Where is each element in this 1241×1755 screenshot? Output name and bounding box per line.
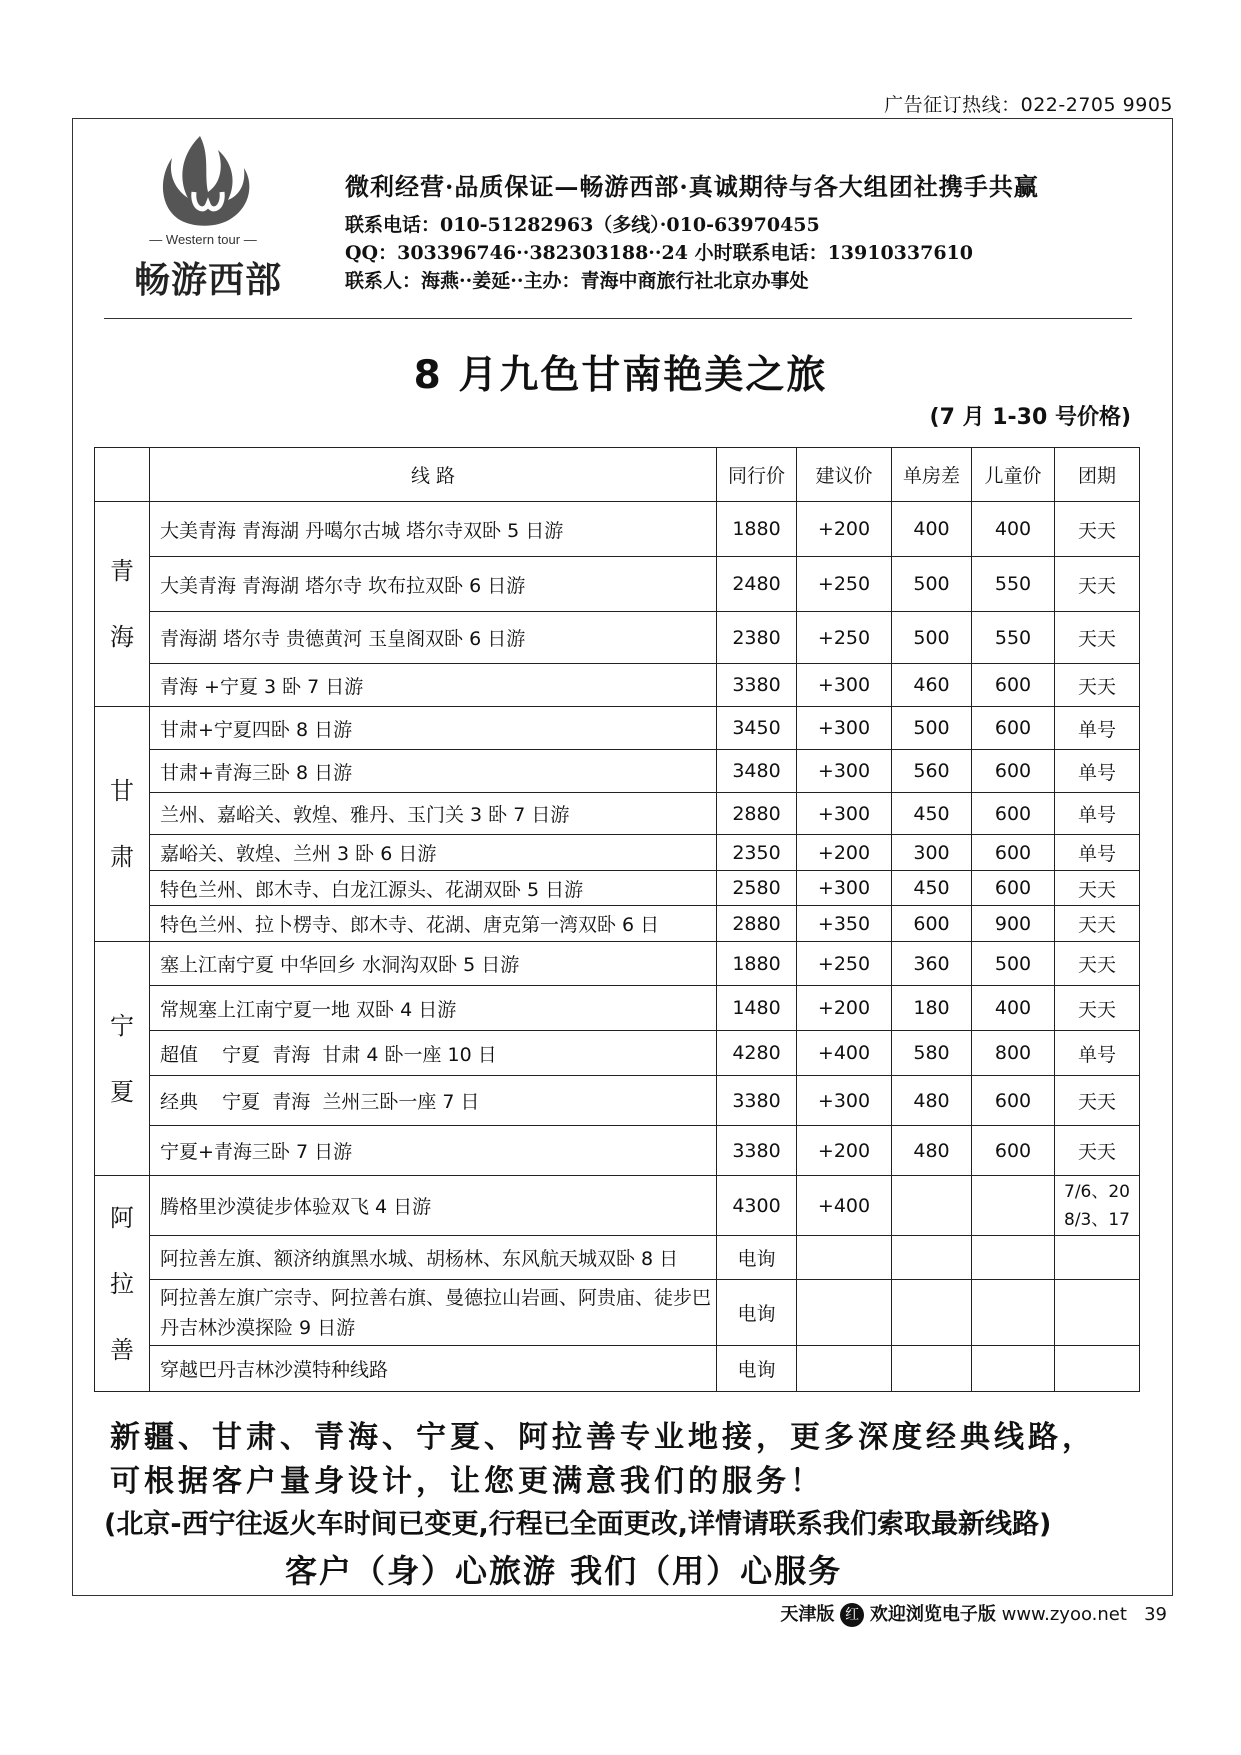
table-row [95, 793, 1140, 835]
child-price: 600 [972, 1126, 1055, 1176]
peer-price: 电询 [717, 1236, 797, 1280]
header-single-supplement: 单房差 [892, 448, 972, 502]
contact-phone: 联系电话：010-51282963（多线）·010-63970455 [345, 214, 820, 236]
table-row [95, 1346, 1140, 1392]
single-supplement: 500 [892, 557, 972, 612]
child-price: 400 [972, 502, 1055, 557]
suggested-price: +400 [797, 1176, 892, 1236]
page-footer [780, 1600, 1167, 1627]
table-row [95, 1031, 1140, 1076]
route-name: 腾格里沙漠徒步体验双飞 4 日游 [150, 1176, 717, 1236]
region-label: 甘 肃 [110, 777, 134, 871]
table-row [95, 750, 1140, 793]
child-price: 550 [972, 612, 1055, 664]
page-number: 39 [1144, 1604, 1167, 1625]
child-price: 400 [972, 986, 1055, 1031]
header-departure: 团期 [1055, 448, 1140, 502]
child-price: 600 [972, 707, 1055, 750]
single-supplement: 480 [892, 1076, 972, 1126]
contact-qq: QQ：303396746··382303188··24 小时联系电话：13910337610 [345, 242, 974, 264]
edition-label: 天津版 [780, 1604, 835, 1625]
table-row [95, 835, 1140, 871]
single-supplement: 300 [892, 835, 972, 871]
suggested-price: +250 [797, 612, 892, 664]
single-supplement [892, 1346, 972, 1392]
suggested-price: +300 [797, 871, 892, 906]
route-name: 穿越巴丹吉林沙漠特种线路 [150, 1346, 717, 1392]
route-name: 大美青海 青海湖 塔尔寺 坎布拉双卧 6 日游 [150, 557, 717, 612]
suggested-price: +300 [797, 793, 892, 835]
table-row [95, 1126, 1140, 1176]
single-supplement: 360 [892, 942, 972, 986]
route-name: 甘肃+宁夏四卧 8 日游 [150, 707, 717, 750]
suggested-price: +400 [797, 1031, 892, 1076]
table-row [95, 871, 1140, 906]
table-row [95, 1076, 1140, 1126]
footer-line-2: 可根据客户量身设计，让您更满意我们的服务！ [110, 1464, 824, 1499]
child-price: 600 [972, 793, 1055, 835]
child-price: 550 [972, 557, 1055, 612]
peer-price: 1880 [717, 502, 797, 557]
child-price [972, 1346, 1055, 1392]
suggested-price [797, 1346, 892, 1392]
single-supplement: 400 [892, 502, 972, 557]
single-supplement [892, 1176, 972, 1236]
peer-price: 3380 [717, 1126, 797, 1176]
route-name: 阿拉善左旗、额济纳旗黑水城、胡杨林、东风航天城双卧 8 日 [150, 1236, 717, 1280]
header-route: 线 路 [150, 448, 717, 502]
departure: 天天 [1055, 871, 1140, 906]
route-name: 特色兰州、郎木寺、白龙江源头、花湖双卧 5 日游 [150, 871, 717, 906]
peer-price: 1480 [717, 986, 797, 1031]
departure: 单号 [1055, 793, 1140, 835]
suggested-price: +200 [797, 986, 892, 1031]
departure [1055, 1346, 1140, 1392]
table-row [95, 1280, 1140, 1346]
departure: 天天 [1055, 502, 1140, 557]
single-supplement: 500 [892, 612, 972, 664]
peer-price: 2380 [717, 612, 797, 664]
site-url[interactable]: www.zyoo.net [1001, 1604, 1127, 1625]
region-qinghai [95, 502, 150, 707]
single-supplement: 560 [892, 750, 972, 793]
suggested-price: +300 [797, 750, 892, 793]
departure: 7/6、20 8/3、17 [1055, 1176, 1140, 1236]
departure: 天天 [1055, 986, 1140, 1031]
departure: 天天 [1055, 612, 1140, 664]
table-row [95, 1176, 1140, 1236]
single-supplement: 450 [892, 793, 972, 835]
departure [1055, 1280, 1140, 1346]
header-suggested-price: 建议价 [797, 448, 892, 502]
table-row [95, 664, 1140, 707]
departure: 天天 [1055, 557, 1140, 612]
child-price: 900 [972, 906, 1055, 942]
table-row [95, 502, 1140, 557]
departure: 天天 [1055, 942, 1140, 986]
footer-tagline: 客户（身）心旅游 我们（用）心服务 [285, 1552, 843, 1590]
peer-price: 1880 [717, 942, 797, 986]
suggested-price: +300 [797, 664, 892, 707]
table-header-row [95, 448, 1140, 502]
peer-price: 3380 [717, 1076, 797, 1126]
ad-hotline: 广告征订热线：022-2705 9905 [884, 94, 1173, 116]
departure: 天天 [1055, 906, 1140, 942]
departure: 单号 [1055, 707, 1140, 750]
suggested-price: +250 [797, 942, 892, 986]
page-title: 8 月九色甘南艳美之旅 [413, 353, 828, 398]
company-logo [108, 128, 330, 301]
suggested-price: +350 [797, 906, 892, 942]
child-price [972, 1280, 1055, 1346]
footer-notice: (北京-西宁往返火车时间已变更,行程已全面更改,详情请联系我们索取最新线路) [104, 1509, 1052, 1540]
table-row [95, 986, 1140, 1031]
table-row [95, 707, 1140, 750]
departure: 单号 [1055, 750, 1140, 793]
route-name: 塞上江南宁夏 中华回乡 水洞沟双卧 5 日游 [150, 942, 717, 986]
peer-price: 2350 [717, 835, 797, 871]
suggested-price: +200 [797, 1126, 892, 1176]
flame-logo-icon [108, 128, 308, 238]
route-name: 青海 +宁夏 3 卧 7 日游 [150, 664, 717, 707]
child-price [972, 1236, 1055, 1280]
peer-price: 2580 [717, 871, 797, 906]
departure [1055, 1236, 1140, 1280]
table-row [95, 906, 1140, 942]
single-supplement: 480 [892, 1126, 972, 1176]
header-child-price: 儿童价 [972, 448, 1055, 502]
departure: 天天 [1055, 1076, 1140, 1126]
route-name: 嘉峪关、敦煌、兰州 3 卧 6 日游 [150, 835, 717, 871]
single-supplement: 580 [892, 1031, 972, 1076]
route-name: 甘肃+青海三卧 8 日游 [150, 750, 717, 793]
peer-price: 2880 [717, 793, 797, 835]
peer-price: 2880 [717, 906, 797, 942]
route-name: 经典 宁夏 青海 兰州三卧一座 7 日 [150, 1076, 717, 1126]
departure: 单号 [1055, 835, 1140, 871]
logo-english: — Western tour — [149, 232, 257, 247]
child-price: 500 [972, 942, 1055, 986]
browse-text: 欢迎浏览电子版 [869, 1604, 996, 1625]
suggested-price: +200 [797, 835, 892, 871]
header-divider [104, 318, 1132, 319]
logo-chinese: 畅游西部 [133, 259, 282, 301]
header-corner [95, 448, 150, 502]
single-supplement: 600 [892, 906, 972, 942]
peer-price: 2480 [717, 557, 797, 612]
header-peer-price: 同行价 [717, 448, 797, 502]
child-price: 600 [972, 1076, 1055, 1126]
suggested-price: +300 [797, 1076, 892, 1126]
route-name: 兰州、嘉峪关、敦煌、雅丹、玉门关 3 卧 7 日游 [150, 793, 717, 835]
route-name: 超值 宁夏 青海 甘肃 4 卧一座 10 日 [150, 1031, 717, 1076]
route-name: 特色兰州、拉卜楞寺、郎木寺、花湖、唐克第一湾双卧 6 日 [150, 906, 717, 942]
departure: 天天 [1055, 664, 1140, 707]
peer-price: 电询 [717, 1280, 797, 1346]
single-supplement: 500 [892, 707, 972, 750]
peer-price: 3480 [717, 750, 797, 793]
suggested-price: +200 [797, 502, 892, 557]
single-supplement [892, 1280, 972, 1346]
table-row [95, 1236, 1140, 1280]
peer-price: 4280 [717, 1031, 797, 1076]
region-gansu [95, 707, 150, 942]
child-price: 600 [972, 750, 1055, 793]
child-price [972, 1176, 1055, 1236]
suggested-price [797, 1236, 892, 1280]
peer-price: 4300 [717, 1176, 797, 1236]
child-price: 800 [972, 1031, 1055, 1076]
peer-price: 3450 [717, 707, 797, 750]
region-alxa [95, 1176, 150, 1392]
suggested-price: +250 [797, 557, 892, 612]
logo-english-text: Western tour [165, 232, 241, 247]
single-supplement [892, 1236, 972, 1280]
table-row [95, 942, 1140, 986]
contact-persons: 联系人：海燕··姜延··主办：青海中商旅行社北京办事处 [345, 270, 809, 292]
route-name: 宁夏+青海三卧 7 日游 [150, 1126, 717, 1176]
table-row [95, 557, 1140, 612]
table-row [95, 612, 1140, 664]
child-price: 600 [972, 871, 1055, 906]
company-slogan: 微利经营·品质保证—畅游西部·真诚期待与各大组团社携手共赢 [345, 172, 1039, 201]
route-name: 常规塞上江南宁夏一地 双卧 4 日游 [150, 986, 717, 1031]
departure: 天天 [1055, 1126, 1140, 1176]
footer-line-1: 新疆、甘肃、青海、宁夏、阿拉善专业地接，更多深度经典线路， [110, 1420, 1096, 1455]
route-name: 青海湖 塔尔寺 贵德黄河 玉皇阁双卧 6 日游 [150, 612, 717, 664]
peer-price: 电询 [717, 1346, 797, 1392]
suggested-price: +300 [797, 707, 892, 750]
price-period: (7 月 1-30 号价格) [929, 405, 1131, 430]
single-supplement: 460 [892, 664, 972, 707]
peer-price: 3380 [717, 664, 797, 707]
child-price: 600 [972, 835, 1055, 871]
route-name: 阿拉善左旗广宗寺、阿拉善右旗、曼德拉山岩画、阿贵庙、徒步巴丹吉林沙漠探险 9 日游 [150, 1280, 717, 1346]
region-label: 青 海 [110, 557, 134, 651]
red-badge-icon: 红 [840, 1603, 864, 1627]
region-label: 宁 夏 [110, 1011, 134, 1106]
route-price-table [94, 447, 1140, 1392]
single-supplement: 450 [892, 871, 972, 906]
region-label: 阿 拉 善 [110, 1203, 134, 1364]
departure: 单号 [1055, 1031, 1140, 1076]
child-price: 600 [972, 664, 1055, 707]
suggested-price [797, 1280, 892, 1346]
single-supplement: 180 [892, 986, 972, 1031]
region-ningxia [95, 942, 150, 1176]
route-name: 大美青海 青海湖 丹噶尔古城 塔尔寺双卧 5 日游 [150, 502, 717, 557]
